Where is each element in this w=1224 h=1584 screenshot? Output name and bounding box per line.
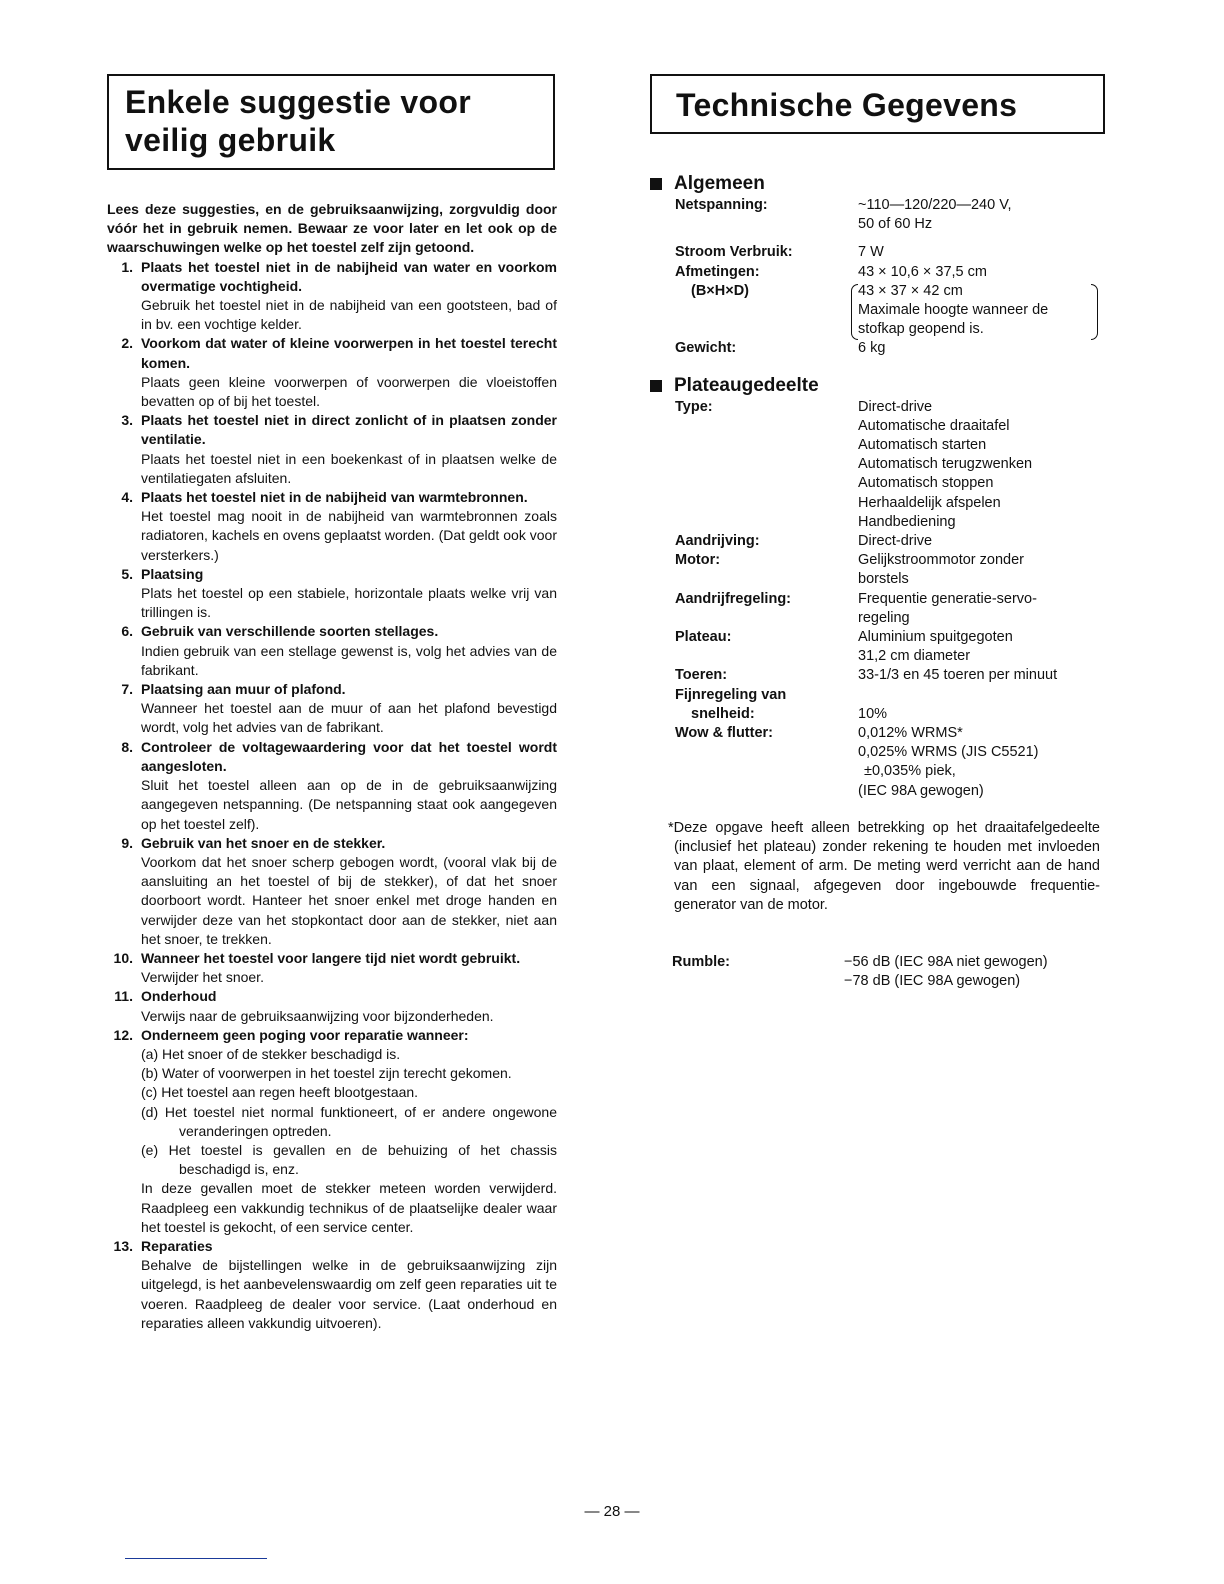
item-number: 12. — [113, 1026, 133, 1043]
specs-title: Technische Gegevens — [676, 87, 1018, 123]
safety-item — [107, 834, 557, 949]
item-number: 7. — [121, 681, 133, 698]
section-heading-text: Algemeen — [674, 173, 765, 194]
safety-column — [107, 74, 557, 1333]
spec-value — [858, 398, 1100, 532]
footer-rule — [125, 1558, 267, 1559]
safety-item — [107, 738, 557, 834]
spec-label-line: Fijnregeling van — [675, 686, 787, 703]
item-body: Plaats het toestel niet in een boekenkast of in plaatsen welke de ventilatiegaten afsluiten. — [141, 450, 557, 486]
item-number: 4. — [121, 489, 133, 506]
safety-item — [107, 565, 557, 623]
section-heading-text: Plateaugedeelte — [674, 374, 819, 396]
item-heading: Controleer de voltagewaardering voor dat het toestel wordt aangesloten. — [141, 738, 557, 774]
spec-value: 33-1/3 en 45 toeren per minuut — [858, 667, 1058, 684]
spec-row — [675, 263, 1100, 282]
spec-value — [858, 628, 1100, 666]
spec-label: Toeren: — [675, 667, 728, 684]
spec-value-line: regeling — [858, 609, 910, 626]
spec-value-line: Gelijkstroommotor zonder — [858, 552, 1024, 569]
spec-value-line: 31,2 cm diameter — [858, 648, 971, 665]
spec-value-line: Aluminium spuitgegoten — [858, 629, 1013, 646]
square-bullet-icon — [650, 178, 662, 190]
item-number: 1. — [121, 258, 133, 275]
spec-label: (B×H×D) — [691, 282, 750, 299]
item-subpoint: (e) Het toestel is gevallen en de behuizing of het chassis beschadigd is, enz. — [141, 1141, 557, 1178]
spec-row — [675, 243, 1100, 262]
item-number: 2. — [121, 335, 133, 352]
safety-item — [107, 488, 557, 565]
safety-list — [107, 258, 557, 1333]
item-body: Behalve de bijstellingen welke in de gebruiksaanwijzing zijn uitgelegd, is het aanbevelenswaardig om zelf geen reparaties uit te voeren. Raadpleeg de dealer voor service. (Laat onderhoud en reparaties alleen vakkundig uitvoeren). — [141, 1257, 557, 1331]
safety-title-box — [107, 74, 555, 170]
spec-label: Afmetingen: — [675, 263, 760, 280]
safety-item — [107, 1237, 557, 1333]
spec-label: Gewicht: — [675, 340, 737, 357]
item-body: Plats het toestel op een stabiele, horizontale plaats welke vrij van trillingen is. — [141, 585, 557, 621]
spec-label: Rumble: — [672, 953, 730, 970]
spec-value: Direct-drive — [858, 533, 933, 550]
spec-row — [675, 532, 1100, 551]
item-subpoint: (d) Het toestel niet normal funktioneert, of er andere ongewone veranderingen optreden. — [141, 1103, 557, 1139]
spec-row — [675, 196, 1100, 234]
spec-value-line: Frequentie generatie-servo- — [858, 590, 1037, 607]
spec-value-line: borstels — [858, 571, 909, 588]
spec-row — [675, 628, 1100, 666]
spec-value-line: −56 dB (IEC 98A niet gewogen) — [844, 953, 1048, 970]
item-body: Wanneer het toestel aan de muur of aan het plafond bevestigd wordt, volg het advies van de fabrikant. — [141, 700, 557, 736]
safety-item — [107, 680, 557, 738]
spec-value-line: 0,012% WRMS* — [858, 725, 963, 742]
spec-value-line: Handbediening — [858, 513, 956, 530]
safety-title-line2: veilig gebruik — [125, 122, 336, 158]
spec-value-line: Automatisch terugzwenken — [858, 456, 1033, 473]
spec-value-line: 10% — [858, 705, 888, 722]
item-number: 13. — [113, 1237, 133, 1254]
item-heading: Reparaties — [141, 1237, 213, 1254]
spec-label — [675, 686, 858, 724]
item-number: 5. — [121, 565, 133, 582]
safety-item — [107, 1026, 557, 1237]
safety-item — [107, 411, 557, 488]
spec-value-line: 43 × 37 × 42 cm — [858, 282, 963, 299]
item-heading: Plaatsing — [141, 565, 204, 582]
item-heading: Wanneer het toestel voor langere tijd niet wordt gebruikt. — [141, 949, 521, 966]
spec-label: Aandrijving: — [675, 533, 760, 550]
safety-item — [107, 258, 557, 335]
spec-row — [675, 339, 1100, 358]
item-number: 6. — [121, 623, 133, 640]
item-number: 3. — [121, 412, 133, 429]
spec-value-line: 0,025% WRMS (JIS C5521) — [858, 744, 1039, 761]
item-number: 11. — [114, 988, 133, 1005]
spec-value — [858, 686, 1100, 724]
spec-value-line: stofkap geopend is. — [858, 321, 984, 338]
bracket-left-icon — [851, 284, 858, 340]
safety-title-line1: Enkele suggestie voor — [125, 84, 471, 120]
spec-label: Type: — [675, 398, 713, 415]
spec-row — [675, 282, 1100, 340]
specs-title-box — [650, 74, 1105, 134]
item-heading: Plaats het toestel niet in de nabijheid van warmtebronnen. — [141, 489, 528, 506]
safety-item — [107, 949, 557, 987]
spec-value: 43 × 10,6 × 37,5 cm — [858, 263, 987, 280]
safety-item — [107, 622, 557, 680]
item-body: Verwijs naar de gebruiksaanwijzing voor bijzonderheden. — [141, 1007, 494, 1024]
item-body: Gebruik het toestel niet in de nabijheid van een gootsteen, bad of in bv. een vochtige kelder. — [141, 297, 557, 333]
item-body: Voorkom dat het snoer scherp gebogen wordt, (vooral vlak bij de aansluiting an het toestel of bij de stekker), of dat het snoer doorboort wordt. Hanteer het snoer enkel met droge handen en verwijder deze van het stopkontact door aan de stekker, niet aan het snoer, te trekken. — [141, 853, 557, 947]
spec-label-line: snelheid: — [691, 705, 755, 722]
item-body: Verwijder het snoer. — [141, 969, 264, 986]
spec-label: Wow & flutter: — [675, 725, 773, 742]
item-followup: In deze gevallen moet de stekker meteen worden verwijderd. Raadpleeg een vakkundig technikus of de plaatselijke dealer waar het toestel is gekocht, of een service center. — [141, 1180, 557, 1235]
safety-item — [107, 334, 557, 411]
section-algemeen-heading — [650, 172, 1100, 196]
item-number: 10. — [113, 949, 133, 966]
item-heading: Gebruik van verschillende soorten stellages. — [141, 623, 439, 640]
specs-general-table — [675, 196, 1100, 359]
spec-row — [675, 686, 1100, 724]
item-body: Plaats geen kleine voorwerpen of voorwerpen die vloeistoffen bevatten op of bij het toestel. — [141, 373, 557, 410]
item-heading: Gebruik van het snoer en de stekker. — [141, 834, 386, 851]
spec-value — [844, 953, 1100, 991]
spec-row — [675, 724, 1100, 801]
spec-value — [858, 590, 1100, 628]
spec-value: 6 kg — [858, 340, 886, 357]
spec-value-bracketed — [858, 282, 1100, 340]
spec-value: 7 W — [858, 244, 884, 261]
item-subpoint: (b) Water of voorwerpen in het toestel zijn terecht gekomen. — [141, 1065, 512, 1082]
spec-row — [675, 590, 1100, 628]
item-subpoint: (c) Het toestel aan regen heeft blootgestaan. — [141, 1084, 419, 1101]
spec-label: Stroom Verbruik: — [675, 244, 793, 261]
item-heading: Onderhoud — [141, 988, 217, 1005]
item-heading: Plaats het toestel niet in direct zonlicht of in plaatsen zonder ventilatie. — [141, 412, 557, 448]
spec-value-line: Automatische draaitafel — [858, 417, 1010, 434]
spec-row — [675, 666, 1100, 685]
spec-value-line: Maximale hoogte wanneer de — [858, 302, 1049, 319]
specs-column — [650, 74, 1100, 991]
specs-plateau-table — [675, 398, 1100, 801]
spec-value-line: Automatisch starten — [858, 437, 987, 454]
spec-value-line: 50 of 60 Hz — [858, 216, 933, 233]
spec-row — [675, 398, 1100, 532]
spec-value-line: Automatisch stoppen — [858, 475, 994, 492]
spec-label: Aandrijfregeling: — [675, 590, 792, 607]
spec-value-line: Herhaaldelijk afspelen — [858, 494, 1001, 511]
spec-value — [858, 196, 1100, 234]
rumble-row — [672, 953, 1100, 991]
spec-value — [858, 551, 1100, 589]
item-heading: Plaats het toestel niet in de nabijheid van water en voorkom overmatige vochtigheid. — [141, 258, 557, 294]
spec-label: Plateau: — [675, 629, 732, 646]
item-number: 8. — [121, 738, 133, 755]
spec-value-line: (IEC 98A gewogen) — [858, 782, 984, 799]
spec-footnote: *Deze opgave heeft alleen betrekking op het draaitafelgedeelte (inclusief het plateau) zonder rekening te houden met invloeden van plaat, element of arm. De meting werd verricht aan de hand van een signaal, afgegeven door ingebouwde frequentie-generator van de motor. — [668, 819, 1100, 913]
item-heading: Onderneem geen poging voor reparatie wanneer: — [141, 1026, 469, 1043]
item-body: Indien gebruik van een stellage gewenst is, volg het advies van de fabrikant. — [141, 642, 557, 678]
spec-value — [858, 724, 1100, 801]
bracket-right-icon — [1091, 284, 1098, 340]
item-heading: Plaatsing aan muur of plafond. — [141, 681, 346, 698]
spec-value-line: −78 dB (IEC 98A gewogen) — [844, 973, 1021, 990]
square-bullet-icon — [650, 380, 662, 392]
item-subpoint: (a) Het snoer of de stekker beschadigd is. — [141, 1045, 401, 1062]
item-heading: Voorkom dat water of kleine voorwerpen in het toestel terecht komen. — [141, 335, 557, 371]
safety-item — [107, 987, 557, 1025]
spec-value-line: ±0,035% piek, — [864, 763, 956, 780]
safety-intro: Lees deze suggesties, en de gebruiksaanwijzing, zorgvuldig door vóór het in gebruik nemen. Bewaar ze voor later en let ook op de waarschuwingen welke op het toestel zelf zijn getoond. — [107, 201, 557, 256]
item-body: Sluit het toestel alleen aan op de in de gebruiksaanwijzing aangegeven netspanning. (De netspanning staat ook aangegeven op het toestel zelf). — [141, 777, 557, 832]
spec-value-line: Direct-drive — [858, 398, 933, 415]
spec-row — [675, 551, 1100, 589]
item-number: 9. — [121, 834, 133, 851]
section-plateau-heading — [650, 374, 1100, 398]
item-body: Het toestel mag nooit in de nabijheid van warmtebronnen zoals radiatoren, kachels en ovens geplaatst worden. (Dat geldt ook voor versterkers.) — [141, 508, 557, 563]
spec-label: Motor: — [675, 552, 721, 569]
page-number: — 28 — — [584, 1503, 640, 1520]
spec-label: Netspanning: — [675, 197, 768, 213]
spec-value-line: ~110—120/220—240 V, — [858, 197, 1012, 213]
